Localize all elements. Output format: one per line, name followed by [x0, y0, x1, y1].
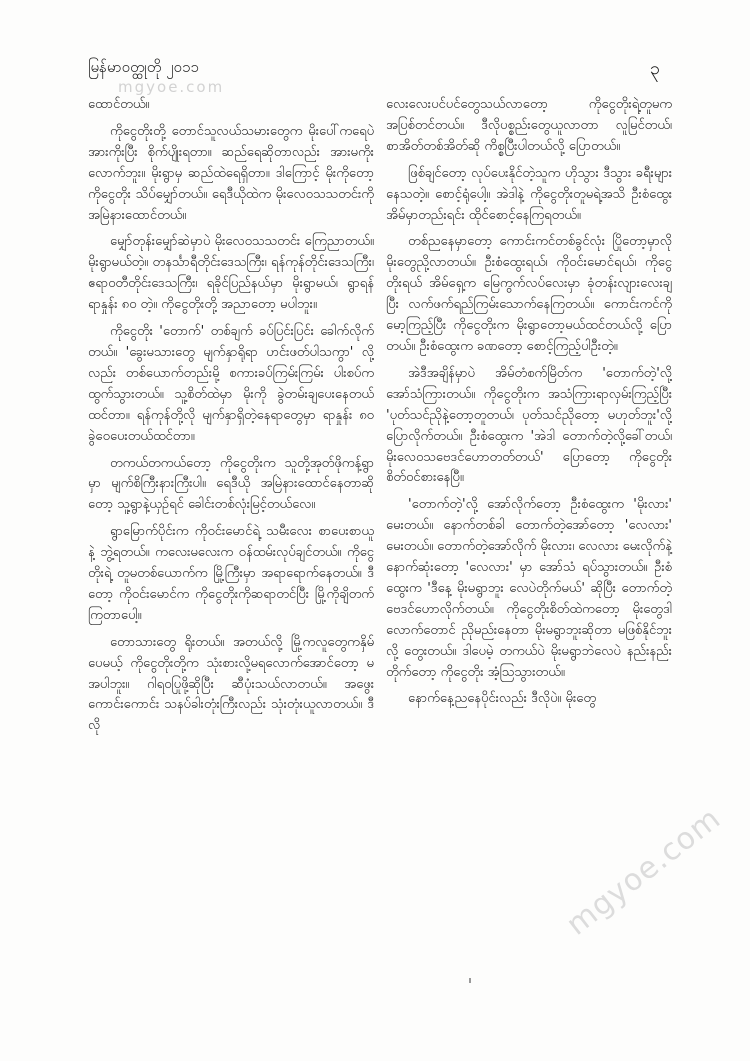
watermark-top: mgyoe.com: [118, 78, 225, 96]
paragraph: တကယ်တကယ်တော့ ကိုငွေတိုးက သူတို့အုတ်ဖိုကန့်ရွာမှာ မျက်စိကြီးနားကြီးပါ။ ရေဒီယို အမြဲနားထောင်နေတာဆိုတော့ သူ့ရွာနဲ့ယှဉ်ရင် ခေါင်းတစ်လုံးမြင့်တယ်လေ။: [88, 455, 374, 513]
paragraph: ထောင်တယ်။: [88, 97, 150, 112]
paragraph: နောက်နေ့ညနေပိုင်းလည်း ဒီလိုပဲ။ မိုးတွေ: [408, 691, 597, 707]
paragraph: မျှော်တုန်းမျှော်ဆဲမှာပဲ မိုးလေ၀သသတင်း ကြေညာတယ်။ မိုးရွာမယ်တဲ့။ တနင်္သာရီတိုင်းဒေသကြီး၊ ရန်ကုန်တိုင်းဒေသကြီး၊ ဧရာ၀တီတိုင်းဒေသကြီး၊ ရခိုင်ပြည်နယ်မှာ မိုးရွာမယ်၊ ရွာရန်ရာနှုန်း ၈၀ တဲ့။ ကိုငွေတိုးတို့ အညာတော့ မပါဘူး။: [88, 234, 374, 313]
paragraph: တစ်ညနေမှာတော့ ကောင်းကင်တစ်ခွင်လုံး ပြိုတော့မှာလို မိုးတွေညို့လာတယ်။ ဦးစံထွေးရယ်၊ ကိုဝင်းမောင်ရယ်၊ ကိုငွေတိုးရယ် အိမ်ရှေ့က မြေကွက်လပ်လေးမှာ ခုံတန်းလျားလေးချပြီး လက်ဖက်ရည်ကြမ်းသောက်နေကြတယ်။ ကောင်းကင်ကိုမော့ကြည့်ပြီး ကိုငွေတိုးက မိုးရွာတော့မယ်ထင်တယ်လို့ ပြောတယ်။ ဦးစံထွေးက ခဏတော့ စောင့်ကြည့်ပါဦးတဲ့။: [386, 234, 672, 354]
left-column: [88, 95, 374, 743]
paragraph: အဲဒီအချိန်မှာပဲ အိမ်တံစက်မြိတ်က 'တောက်တဲ့'လို့ အော်သံကြားတယ်။ ကိုငွေတိုးက အသံကြားရာလှမ်းကြည့်ပြီး 'ပုတ်သင်ညိုနဲ့တော့တူတယ်၊ ပုတ်သင်ညိုတော့ မဟုတ်ဘူး'လို့ ပြောလိုက်တယ်။ ဦးစံထွေးက 'အဲဒါ တောက်တဲ့လို့ခေါ်တယ်၊ မိုးလေ၀သဗေဒင်ဟောတတ်တယ်' ပြောတော့ ကိုငွေတိုး စိတ်၀င်စားနေပြီ။: [386, 365, 672, 486]
paragraph: ကိုငွေတိုး 'တောက်' တစ်ချက် ခပ်ပြင်းပြင်း ခေါက်လိုက်တယ်။ 'ခွေးမသားတွေ မျက်နှာရိုရာ ဟင်းဖတ်ပါသကွာ' လို့လည်း တစ်ယောက်တည်းမို့ စကားခပ်ကြမ်းကြမ်း ပါးစပ်ကထွက်သွားတယ်။ သူ့စိတ်ထဲမှာ မိုးကို ခွဲတမ်းချပေးနေတယ်ထင်တာ။ ရန်ကုန်တို့လို မျက်နှာရှိတဲ့နေရာတွေမှာ ရာနှုန်း ၈၀ ခွဲ၀ေပေးတယ်ထင်တာ။: [88, 324, 374, 444]
paragraph: ဖြစ်ချင်တော့ လုပ်ပေးနိုင်တဲ့သူက ဟိုသွား ဒီသွား ခရီးများနေသတဲ့။ စောင့်ရုံပေါ့။ အဲဒါနဲ့ ကိုငွေတိုးတူမရဲ့အသိ ဦးစံထွေးအိမ်မှာတည်းရင်း ထိုင်စောင့်နေကြရတယ်။: [386, 165, 672, 223]
running-header-title: မြန်မာ၀တ္ထုတို ၂၀၁၁: [88, 58, 199, 76]
paragraph: 'တောက်တဲ့'လို့ အော်လိုက်တော့ ဦးစံထွေးက 'မိုးလား' မေးတယ်။ နောက်တစ်ခါ တောက်တဲ့အော်တော့ 'လေလား' မေးတယ်။ တောက်တဲ့အော်လိုက် မိုးလား၊ လေလား မေးလိုက်နဲ့ နောက်ဆုံးတော့ 'လေလား' မှာ အော်သံ ရပ်သွားတယ်။ ဦးစံထွေးက 'ဒီနေ့ မိုးမရွာဘူး လေပဲတိုက်မယ်' ဆိုပြီး တောက်တဲ့ဗေဒင်ဟောလိုက်တယ်။ ကိုငွေတိုးစိတ်ထဲကတော့ မိုးတွေဒါလောက်တောင် ညိုမည်းနေတာ မိုးမရွာဘူးဆိုတာ မဖြစ်နိုင်ဘူးလို့ တွေးတယ်။ ဒါပေမဲ့ တကယ်ပဲ မိုးမရွာဘဲလေပဲ နည်းနည်းတိုက်တော့ ကိုငွေတိုး အံ့ဩသွားတယ်။: [386, 497, 672, 680]
watermark-diagonal: mgyoe.com: [560, 800, 728, 943]
paragraph: လေးလေးပင်ပင်တွေသယ်လာတော့ ကိုငွေတိုးရဲ့တူမက အပြစ်တင်တယ်။ ဒီလိုပစ္စည်းတွေယူလာတာ လူမြင်တယ်၊ စာအိတ်တစ်အိတ်ဆို ကိစ္စပြီးပါတယ်လို့ ပြောတယ်။: [386, 97, 672, 154]
paragraph: ကိုငွေတိုးတို့ တောင်သူလယ်သမားတွေက မိုးပေါ်ကရေပဲ အားကိုးပြီး စိုက်ပျိုးရတာ။ ဆည်ရေဆိုတာလည်း အားမကိုးလောက်ဘူး။ မိုးရွာမှ ဆည်ထဲရေရှိတာ။ ဒါကြောင့် မိုးကိုတော့ ကိုငွေတိုး သိပ်မျှော်တယ်။ ရေဒီယိုထဲက မိုးလေ၀သသတင်းကို အမြဲနားထောင်တယ်။: [88, 123, 374, 223]
right-column: [386, 95, 672, 716]
paragraph: ရွာမြောက်ပိုင်းက ကိုဝင်းမောင်ရဲ့ သမီးလေး စာပေးစာယူနဲ့ ဘွဲ့ရတယ်။ ကလေးမလေးက ၀န်ထမ်းလုပ်ချင်တယ်။ ကိုငွေတိုးရဲ့ တူမတစ်ယောက်က မြို့ကြီးမှာ အရာရောက်နေတယ်။ ဒီတော့ ကိုဝင်းမောင်က ကိုငွေတိုးကိုဆရာတင်ပြီး မြို့ကိုချိတက်ကြတာပေါ့။: [88, 524, 374, 623]
scan-mark: [469, 978, 471, 983]
paragraph: တောသားတွေ ရိုးတယ်။ အတယ်လို့ မြို့ကလူတွေကနှိမ်ပေမယ့် ကိုငွေတိုးတို့က သုံးစားလို့မရလောက်အောင်တော့ မအပါဘူး။ ဂါရ၀ပြုဖို့ဆိုပြီး ဆီပုံးသယ်လာတယ်။ အဖွေးကောင်းကောင်း သနပ်ခါးတုံးကြီးလည်း သုံးတုံးယူလာတယ်။ ဒီလို: [88, 634, 374, 734]
page-number: ၃: [650, 58, 661, 79]
